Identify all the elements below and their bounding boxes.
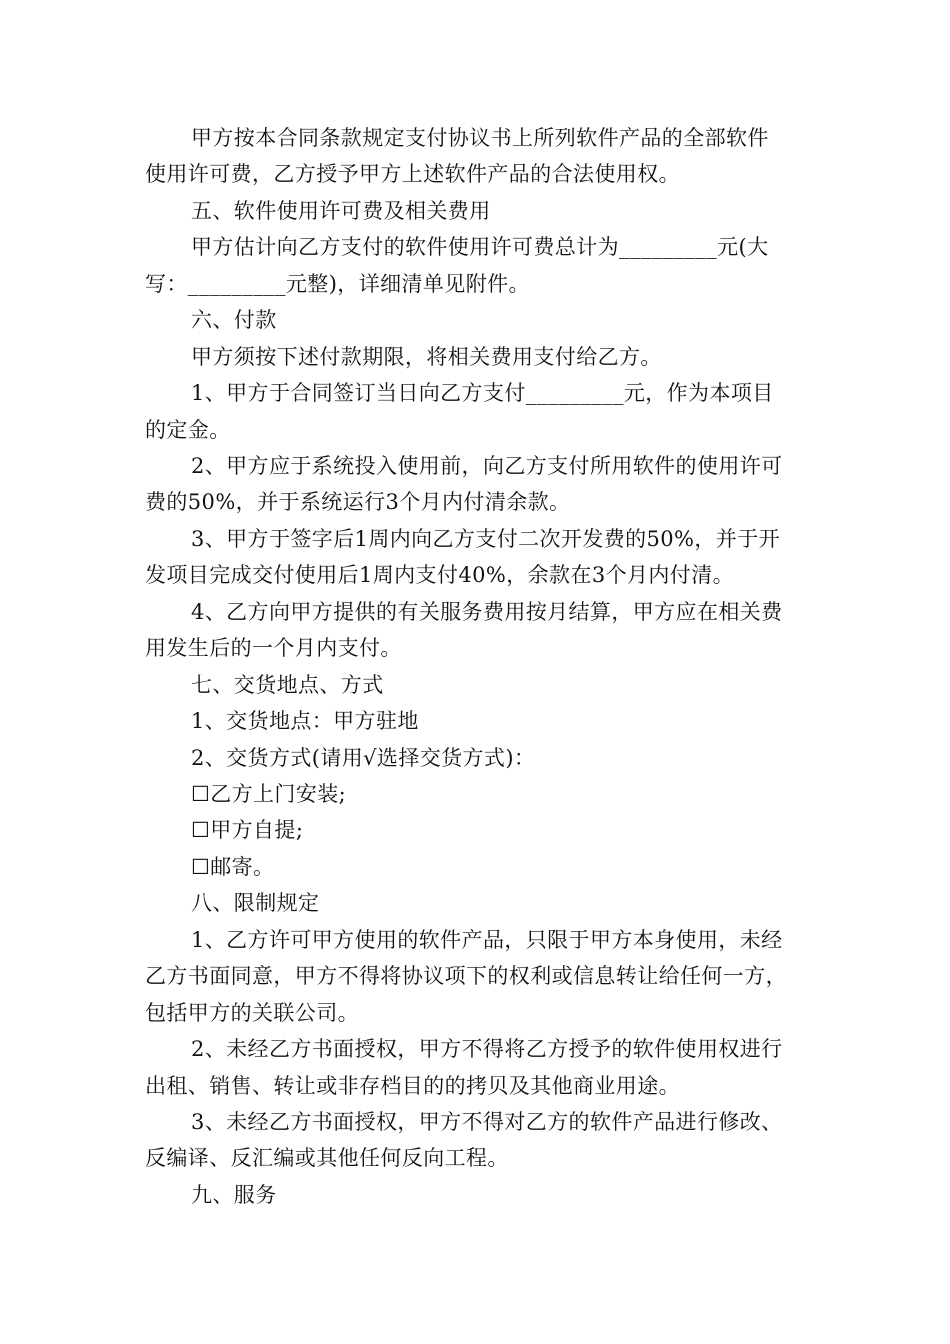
text-line: 3、未经乙方书面授权，甲方不得对乙方的软件产品进行修改、 <box>191 1110 783 1134</box>
text-line: 费的50%，并于系统运行3个月内付清余款。 <box>145 490 571 514</box>
text-line: 的定金。 <box>145 418 231 442</box>
text-line: 出租、销售、转让或非存档目的的拷贝及其他商业用途。 <box>145 1074 680 1098</box>
text-line: 甲方按本合同条款规定支付协议书上所列软件产品的全部软件 <box>191 126 769 150</box>
section-heading: 九、服务 <box>191 1183 277 1207</box>
section-heading: 六、付款 <box>191 308 277 332</box>
text-line: 1、甲方于合同签订当日向乙方支付_________元，作为本项目 <box>191 381 774 405</box>
text-line: 发项目完成交付使用后1周内支付40%，余款在3个月内付清。 <box>145 563 734 587</box>
text-line: 2、交货方式(请用√选择交货方式)： <box>191 746 536 770</box>
checkbox-option: ☐邮寄。 <box>191 855 275 879</box>
checkbox-option: ☐乙方上门安装; <box>191 782 347 806</box>
text-line: 包括甲方的关联公司。 <box>145 1001 359 1025</box>
text-line: 4、乙方向甲方提供的有关服务费用按月结算，甲方应在相关费 <box>191 600 783 624</box>
text-line: 写：_________元整)，详细清单见附件。 <box>145 272 530 296</box>
section-heading: 七、交货地点、方式 <box>191 673 384 697</box>
text-line: 用发生后的一个月内支付。 <box>145 636 402 660</box>
text-line: 1、交货地点：甲方驻地 <box>191 709 419 733</box>
text-line: 甲方估计向乙方支付的软件使用许可费总计为_________元(大 <box>191 235 769 259</box>
text-line: 反编译、反汇编或其他任何反向工程。 <box>145 1146 509 1170</box>
text-line: 使用许可费，乙方授予甲方上述软件产品的合法使用权。 <box>145 162 680 186</box>
text-line: 1、乙方许可甲方使用的软件产品，只限于甲方本身使用，未经 <box>191 928 783 952</box>
section-heading: 八、限制规定 <box>191 891 320 915</box>
text-line: 3、甲方于签字后1周内向乙方支付二次开发费的50%，并于开 <box>191 527 780 551</box>
text-line: 甲方须按下述付款期限，将相关费用支付给乙方。 <box>191 345 662 369</box>
text-line: 2、未经乙方书面授权，甲方不得将乙方授予的软件使用权进行 <box>191 1037 783 1061</box>
section-heading: 五、软件使用许可费及相关费用 <box>191 199 491 223</box>
text-line: 乙方书面同意，甲方不得将协议项下的权利或信息转让给任何一方， <box>145 964 787 988</box>
checkbox-option: ☐甲方自提; <box>191 818 304 842</box>
text-line: 2、甲方应于系统投入使用前，向乙方支付所用软件的使用许可 <box>191 454 783 478</box>
